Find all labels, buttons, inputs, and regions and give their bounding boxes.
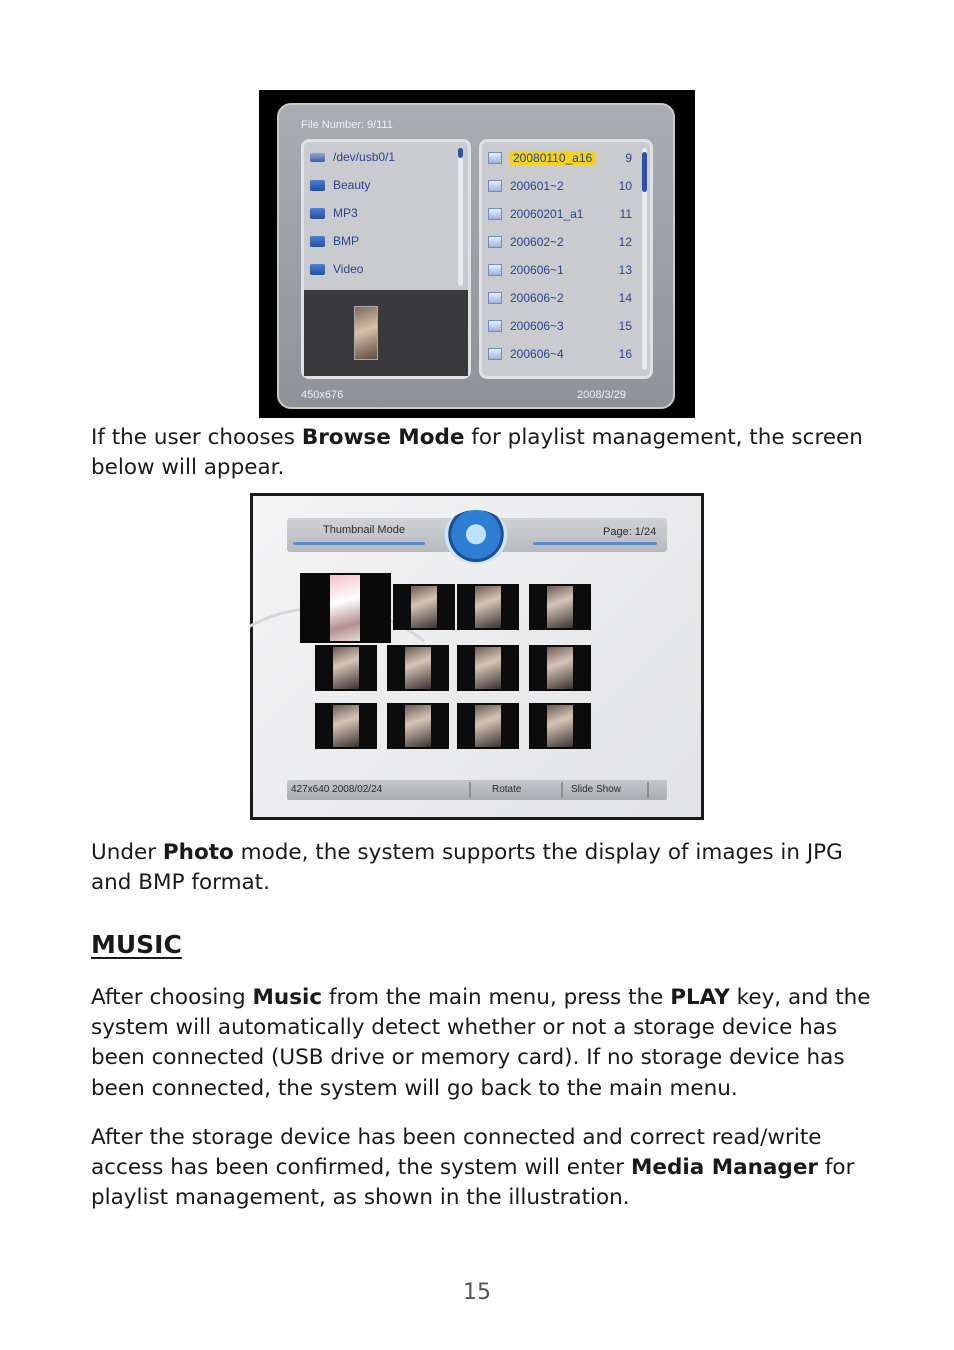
- separator: [469, 782, 471, 798]
- file-item[interactable]: [488, 204, 638, 224]
- image-info: 427x640 2008/02/24: [291, 784, 383, 795]
- file-number: 11: [619, 207, 632, 221]
- folder-item[interactable]: [310, 203, 358, 223]
- thumbnail[interactable]: [529, 645, 591, 691]
- folder-name: Video: [333, 262, 364, 276]
- camera-badge-icon: [443, 510, 509, 564]
- thumbnail[interactable]: [457, 584, 519, 630]
- folder-item[interactable]: [310, 259, 363, 279]
- file-name: 20060201_a1: [510, 207, 584, 221]
- music-heading: MUSIC: [91, 930, 182, 959]
- file-item[interactable]: [488, 232, 638, 252]
- folder-name: BMP: [333, 234, 360, 248]
- file-item[interactable]: [488, 176, 638, 196]
- thumbnail-selected[interactable]: [300, 573, 391, 643]
- file-icon: [488, 348, 502, 360]
- folder-icon: [310, 180, 325, 191]
- thumbnail-mode-label: Thumbnail Mode: [323, 524, 405, 536]
- file-scrollbar[interactable]: [642, 148, 647, 370]
- file-icon: [488, 180, 502, 192]
- paragraph-browse-mode: If the user chooses Browse Mode for playlist management, the screen below will appear.: [91, 425, 863, 481]
- folder-icon: [310, 236, 325, 247]
- file-number: 9: [625, 151, 632, 165]
- separator: [647, 782, 649, 798]
- file-number-label: File Number: 9/111: [301, 119, 393, 131]
- file-number: 15: [618, 319, 632, 333]
- folder-scroll-thumb[interactable]: [458, 148, 463, 158]
- file-item[interactable]: [488, 344, 638, 364]
- slide-show-button[interactable]: Slide Show: [571, 784, 622, 795]
- page-indicator: Page: 1/24: [603, 526, 657, 538]
- file-scroll-thumb[interactable]: [642, 152, 647, 192]
- file-name: 200606~2: [510, 291, 564, 305]
- folder-icon: [310, 208, 325, 219]
- file-icon: [488, 264, 502, 276]
- separator: [561, 782, 563, 798]
- file-name: 200606~1: [510, 263, 564, 277]
- file-number: 16: [618, 347, 632, 361]
- file-icon: [488, 292, 502, 304]
- progress-line-left: [293, 542, 425, 545]
- thumbnail-mode-screenshot: [250, 493, 704, 820]
- folder-icon: [310, 264, 325, 275]
- thumbnail[interactable]: [387, 645, 449, 691]
- folder-name: /dev/usb0/1: [333, 150, 396, 164]
- thumbnail[interactable]: [529, 584, 591, 630]
- thumbnail[interactable]: [393, 584, 455, 630]
- folder-name: MP3: [333, 206, 358, 220]
- folder-item[interactable]: [310, 147, 395, 167]
- folder-list: [304, 142, 468, 290]
- browser-frame: [277, 103, 675, 409]
- page-number: 15: [463, 1280, 491, 1305]
- thumbnail[interactable]: [457, 645, 519, 691]
- thumbnail[interactable]: [457, 703, 519, 749]
- file-number: 12: [618, 235, 632, 249]
- file-name: 200606~3: [510, 319, 564, 333]
- file-number: 13: [618, 263, 632, 277]
- file-item[interactable]: [488, 288, 638, 308]
- thumbnail-canvas: [253, 496, 701, 817]
- thumbnail[interactable]: [387, 703, 449, 749]
- thumbnail-bottom-bar: [287, 780, 667, 800]
- folder-item[interactable]: [310, 175, 370, 195]
- paragraph-music-intro: After choosing Music from the main menu, press the PLAY key, and the system will automatically detect whether or not a storage device has been connected (USB drive or memory card). If no storage device has been connected, the system will go back to the main menu.: [91, 985, 871, 1101]
- thumbnail[interactable]: [529, 703, 591, 749]
- file-name: 200602~2: [510, 235, 564, 249]
- file-number: 14: [618, 291, 632, 305]
- file-icon: [488, 320, 502, 332]
- file-name: 200606~4: [510, 347, 564, 361]
- usb-drive-icon: [310, 153, 325, 162]
- resolution-label: 450x676: [301, 389, 344, 401]
- rotate-button[interactable]: Rotate: [492, 784, 522, 795]
- file-icon: [488, 236, 502, 248]
- file-panel: [479, 139, 653, 379]
- folder-name: Beauty: [333, 178, 371, 192]
- file-name: 20080110_a16: [510, 151, 595, 165]
- folder-item[interactable]: [310, 231, 359, 251]
- file-number: 10: [618, 179, 632, 193]
- paragraph-media-manager: After the storage device has been connected and correct read/write access has been confirmed, the system will enter Media Manager for playlist management, as shown in the illustration.: [91, 1125, 855, 1211]
- date-label: 2008/3/29: [577, 389, 626, 401]
- file-icon: [488, 208, 502, 220]
- folder-scrollbar[interactable]: [458, 148, 463, 286]
- folder-panel: [301, 139, 471, 379]
- preview-area: [304, 290, 468, 376]
- preview-image: [354, 306, 378, 360]
- file-name: 200601~2: [510, 179, 564, 193]
- thumbnail[interactable]: [315, 703, 377, 749]
- file-item[interactable]: [488, 316, 638, 336]
- file-item[interactable]: [488, 148, 638, 168]
- file-icon: [488, 152, 502, 164]
- thumbnail[interactable]: [315, 645, 377, 691]
- paragraph-photo-mode: Under Photo mode, the system supports the display of images in JPG and BMP format.: [91, 840, 843, 896]
- file-item[interactable]: [488, 260, 638, 280]
- progress-line-right: [533, 542, 657, 545]
- browse-mode-screenshot: [259, 90, 695, 418]
